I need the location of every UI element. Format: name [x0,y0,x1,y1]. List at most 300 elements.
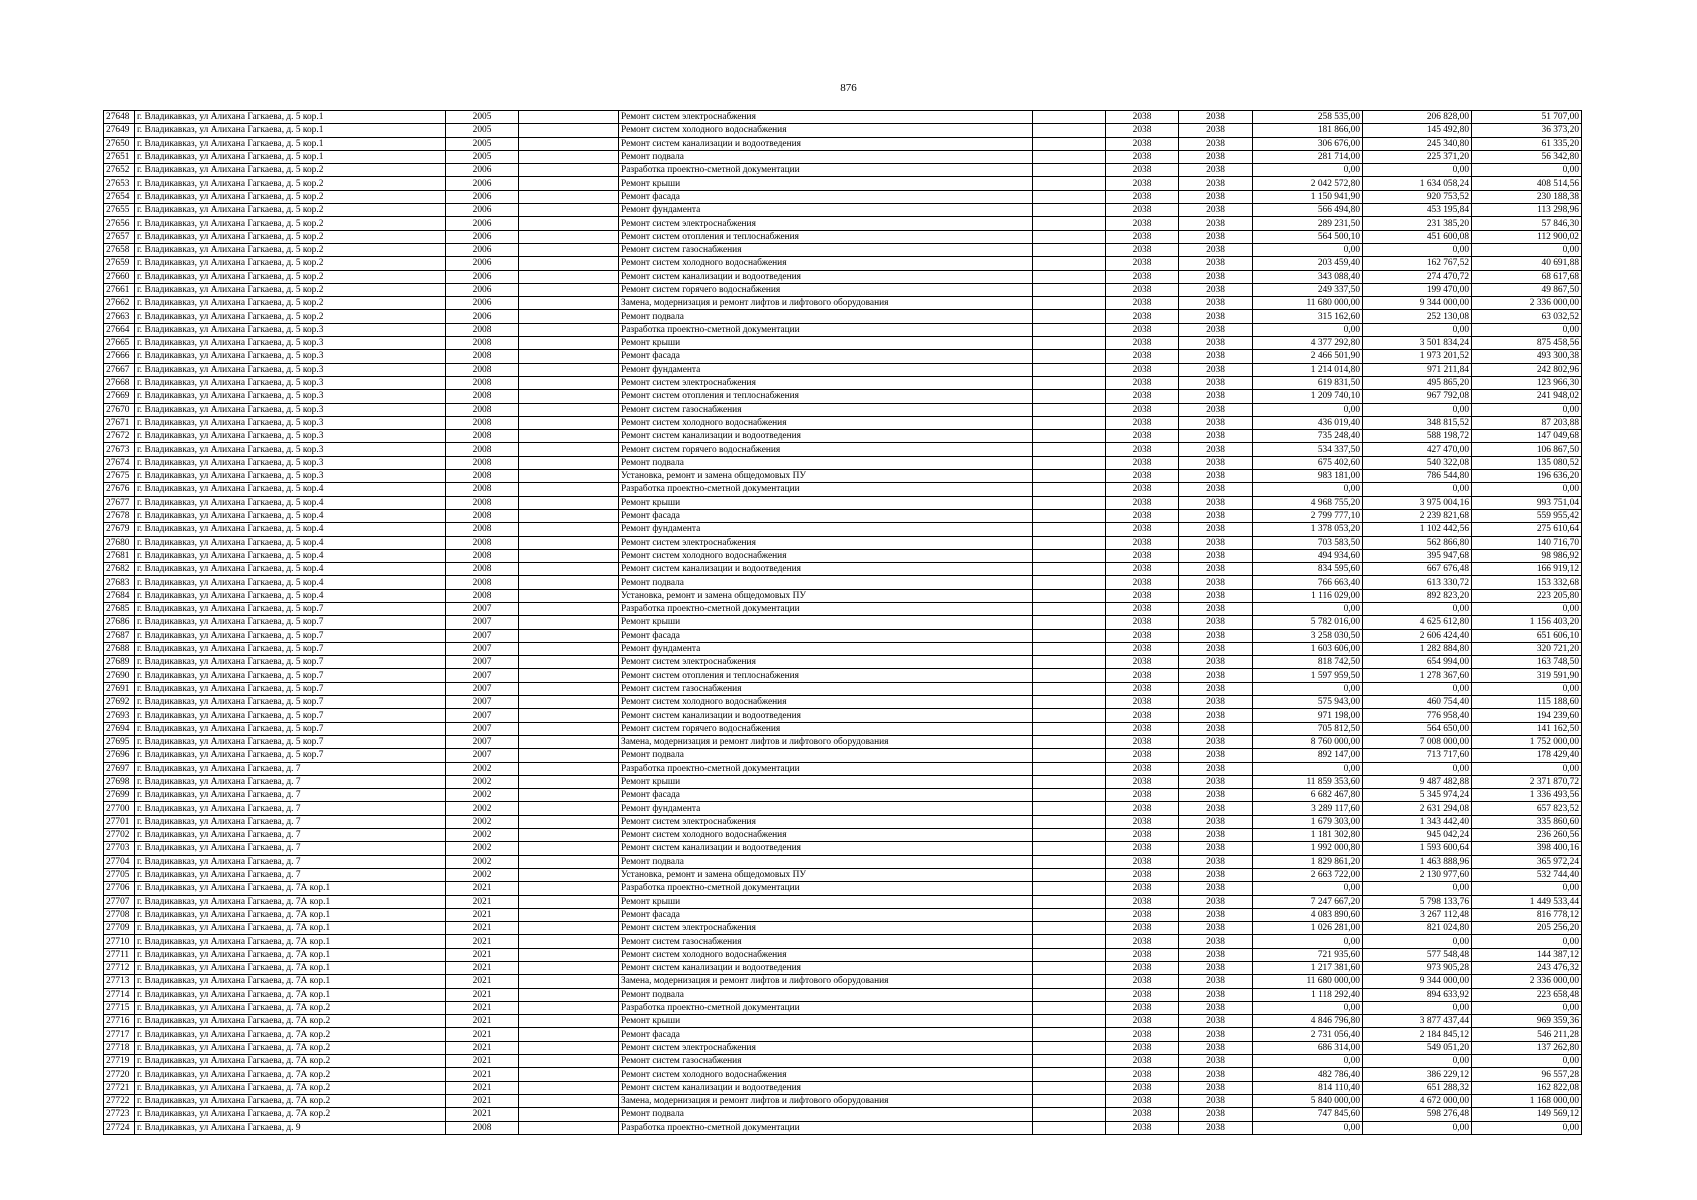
total-cost-cell: 1 829 861,20 [1253,855,1363,868]
plan-year-end-cell: 2038 [1179,243,1253,256]
plan-year-end-cell: 2038 [1179,363,1253,376]
owner-cost-cell: 1 752 000,00 [1472,735,1582,748]
plan-year-start-cell: 2038 [1106,948,1179,961]
plan-year-end-cell: 2038 [1179,988,1253,1001]
build-year-cell: 2008 [446,483,519,496]
table-row [104,895,1582,908]
empty-cell [1033,682,1106,695]
work-type-cell: Разработка проектно-сметной документации [619,483,1033,496]
plan-year-end-cell: 2038 [1179,616,1253,629]
owner-cost-cell: 153 332,68 [1472,576,1582,589]
total-cost-cell: 8 760 000,00 [1253,735,1363,748]
row-number: 27679 [104,523,135,536]
plan-year-end-cell: 2038 [1179,150,1253,163]
empty-cell [1033,523,1106,536]
plan-year-start-cell: 2038 [1106,908,1179,921]
total-cost-cell: 0,00 [1253,935,1363,948]
work-type-cell: Ремонт крыши [619,496,1033,509]
fund-cost-cell: 0,00 [1363,1121,1472,1134]
owner-cost-cell: 0,00 [1472,602,1582,615]
address-cell: г. Владикавказ, ул Алихана Гагкаева, д. 5 кор.2 [135,270,446,283]
empty-cell [1033,416,1106,429]
empty-cell [519,496,619,509]
address-cell: г. Владикавказ, ул Алихана Гагкаева, д. 7 [135,855,446,868]
work-type-cell: Ремонт подвала [619,576,1033,589]
plan-year-start-cell: 2038 [1106,1041,1179,1054]
plan-year-end-cell: 2038 [1179,882,1253,895]
total-cost-cell: 814 110,40 [1253,1081,1363,1094]
owner-cost-cell: 657 823,52 [1472,802,1582,815]
owner-cost-cell: 365 972,24 [1472,855,1582,868]
work-type-cell: Ремонт систем газоснабжения [619,682,1033,695]
address-cell: г. Владикавказ, ул Алихана Гагкаева, д. 7А кор.1 [135,948,446,961]
empty-cell [519,988,619,1001]
total-cost-cell: 2 799 777,10 [1253,509,1363,522]
total-cost-cell: 1 679 303,00 [1253,815,1363,828]
build-year-cell: 2006 [446,177,519,190]
work-type-cell: Ремонт систем холодного водоснабжения [619,257,1033,270]
empty-cell [519,536,619,549]
fund-cost-cell: 395 947,68 [1363,549,1472,562]
empty-cell [1033,177,1106,190]
build-year-cell: 2008 [446,390,519,403]
build-year-cell: 2007 [446,669,519,682]
address-cell: г. Владикавказ, ул Алихана Гагкаева, д. 7А кор.1 [135,882,446,895]
empty-cell [1033,1068,1106,1081]
table-row [104,922,1582,935]
build-year-cell: 2008 [446,496,519,509]
plan-year-end-cell: 2038 [1179,310,1253,323]
plan-year-end-cell: 2038 [1179,137,1253,150]
build-year-cell: 2008 [446,523,519,536]
empty-cell [1033,376,1106,389]
plan-year-end-cell: 2038 [1179,257,1253,270]
total-cost-cell: 675 402,60 [1253,456,1363,469]
empty-cell [519,749,619,762]
fund-cost-cell: 225 371,20 [1363,150,1472,163]
work-type-cell: Разработка проектно-сметной документации [619,164,1033,177]
plan-year-start-cell: 2038 [1106,456,1179,469]
owner-cost-cell: 1 168 000,00 [1472,1094,1582,1107]
owner-cost-cell: 196 636,20 [1472,470,1582,483]
table-row [104,483,1582,496]
address-cell: г. Владикавказ, ул Алихана Гагкаева, д. 5 кор.3 [135,403,446,416]
build-year-cell: 2005 [446,137,519,150]
table-row [104,948,1582,961]
work-type-cell: Ремонт подвала [619,988,1033,1001]
plan-year-end-cell: 2038 [1179,1094,1253,1107]
total-cost-cell: 0,00 [1253,403,1363,416]
work-type-cell: Замена, модернизация и ремонт лифтов и лифтового оборудования [619,1094,1033,1107]
total-cost-cell: 436 019,40 [1253,416,1363,429]
plan-year-start-cell: 2038 [1106,656,1179,669]
work-type-cell: Ремонт систем электроснабжения [619,656,1033,669]
row-number: 27662 [104,297,135,310]
row-number: 27700 [104,802,135,815]
empty-cell [519,908,619,921]
total-cost-cell: 4 377 292,80 [1253,337,1363,350]
empty-cell [1033,722,1106,735]
plan-year-start-cell: 2038 [1106,1108,1179,1121]
address-cell: г. Владикавказ, ул Алихана Гагкаева, д. 5 кор.3 [135,376,446,389]
empty-cell [1033,735,1106,748]
empty-cell [1033,855,1106,868]
address-cell: г. Владикавказ, ул Алихана Гагкаева, д. 5 кор.2 [135,177,446,190]
owner-cost-cell: 166 919,12 [1472,563,1582,576]
plan-year-start-cell: 2038 [1106,363,1179,376]
total-cost-cell: 1 118 292,40 [1253,988,1363,1001]
address-cell: г. Владикавказ, ул Алихана Гагкаева, д. 5 кор.7 [135,629,446,642]
fund-cost-cell: 577 548,48 [1363,948,1472,961]
row-number: 27691 [104,682,135,695]
empty-cell [1033,1121,1106,1134]
plan-year-start-cell: 2038 [1106,842,1179,855]
fund-cost-cell: 145 492,80 [1363,124,1472,137]
fund-cost-cell: 0,00 [1363,882,1472,895]
empty-cell [519,935,619,948]
empty-cell [1033,257,1106,270]
fund-cost-cell: 453 195,84 [1363,204,1472,217]
owner-cost-cell: 236 260,56 [1472,829,1582,842]
plan-year-end-cell: 2038 [1179,350,1253,363]
plan-year-start-cell: 2038 [1106,430,1179,443]
row-number: 27680 [104,536,135,549]
plan-year-start-cell: 2038 [1106,323,1179,336]
plan-year-end-cell: 2038 [1179,868,1253,881]
plan-year-start-cell: 2038 [1106,1055,1179,1068]
work-type-cell: Ремонт крыши [619,177,1033,190]
fund-cost-cell: 967 792,08 [1363,390,1472,403]
work-type-cell: Ремонт систем горячего водоснабжения [619,443,1033,456]
build-year-cell: 2006 [446,270,519,283]
owner-cost-cell: 163 748,50 [1472,656,1582,669]
empty-cell [519,696,619,709]
row-number: 27682 [104,563,135,576]
build-year-cell: 2008 [446,323,519,336]
row-number: 27720 [104,1068,135,1081]
owner-cost-cell: 319 591,90 [1472,669,1582,682]
owner-cost-cell: 559 955,42 [1472,509,1582,522]
empty-cell [1033,430,1106,443]
work-type-cell: Ремонт систем электроснабжения [619,1041,1033,1054]
empty-cell [1033,616,1106,629]
fund-cost-cell: 0,00 [1363,682,1472,695]
fund-cost-cell: 973 905,28 [1363,962,1472,975]
plan-year-start-cell: 2038 [1106,416,1179,429]
empty-cell [519,390,619,403]
plan-year-end-cell: 2038 [1179,204,1253,217]
plan-year-end-cell: 2038 [1179,523,1253,536]
build-year-cell: 2021 [446,1081,519,1094]
owner-cost-cell: 875 458,56 [1472,337,1582,350]
table-row [104,563,1582,576]
build-year-cell: 2006 [446,310,519,323]
total-cost-cell: 818 742,50 [1253,656,1363,669]
address-cell: г. Владикавказ, ул Алихана Гагкаева, д. 5 кор.7 [135,696,446,709]
table-row [104,1068,1582,1081]
empty-cell [519,523,619,536]
empty-cell [519,1015,619,1028]
row-number: 27656 [104,217,135,230]
row-number: 27686 [104,616,135,629]
empty-cell [519,1094,619,1107]
build-year-cell: 2021 [446,948,519,961]
work-type-cell: Ремонт систем холодного водоснабжения [619,948,1033,961]
table-row [104,576,1582,589]
plan-year-end-cell: 2038 [1179,1041,1253,1054]
table-row [104,257,1582,270]
address-cell: г. Владикавказ, ул Алихана Гагкаева, д. 5 кор.7 [135,616,446,629]
total-cost-cell: 575 943,00 [1253,696,1363,709]
fund-cost-cell: 1 282 884,80 [1363,642,1472,655]
table-row [104,111,1582,124]
row-number: 27705 [104,868,135,881]
plan-year-start-cell: 2038 [1106,789,1179,802]
table-row [104,549,1582,562]
row-number: 27670 [104,403,135,416]
fund-cost-cell: 348 815,52 [1363,416,1472,429]
fund-cost-cell: 2 631 294,08 [1363,802,1472,815]
address-cell: г. Владикавказ, ул Алихана Гагкаева, д. 5 кор.2 [135,310,446,323]
plan-year-end-cell: 2038 [1179,217,1253,230]
empty-cell [519,363,619,376]
empty-cell [1033,629,1106,642]
table-row [104,696,1582,709]
empty-cell [519,483,619,496]
table-row [104,416,1582,429]
owner-cost-cell: 0,00 [1472,323,1582,336]
fund-cost-cell: 451 600,08 [1363,230,1472,243]
owner-cost-cell: 135 080,52 [1472,456,1582,469]
total-cost-cell: 0,00 [1253,164,1363,177]
row-number: 27716 [104,1015,135,1028]
build-year-cell: 2021 [446,922,519,935]
plan-year-start-cell: 2038 [1106,1001,1179,1014]
empty-cell [519,975,619,988]
work-type-cell: Ремонт систем канализации и водоотведения [619,962,1033,975]
empty-cell [1033,895,1106,908]
work-type-cell: Ремонт систем канализации и водоотведения [619,1081,1033,1094]
plan-year-end-cell: 2038 [1179,975,1253,988]
table-row [104,602,1582,615]
empty-cell [1033,935,1106,948]
work-type-cell: Ремонт систем канализации и водоотведения [619,842,1033,855]
owner-cost-cell: 115 188,60 [1472,696,1582,709]
plan-year-end-cell: 2038 [1179,283,1253,296]
build-year-cell: 2021 [446,895,519,908]
empty-cell [519,204,619,217]
owner-cost-cell: 147 049,68 [1472,430,1582,443]
work-type-cell: Ремонт систем холодного водоснабжения [619,696,1033,709]
address-cell: г. Владикавказ, ул Алихана Гагкаева, д. 7А кор.1 [135,988,446,1001]
build-year-cell: 2008 [446,456,519,469]
plan-year-end-cell: 2038 [1179,629,1253,642]
address-cell: г. Владикавказ, ул Алихана Гагкаева, д. 7А кор.2 [135,1041,446,1054]
owner-cost-cell: 205 256,20 [1472,922,1582,935]
empty-cell [519,111,619,124]
owner-cost-cell: 0,00 [1472,403,1582,416]
table-row [104,829,1582,842]
empty-cell [519,1041,619,1054]
work-type-cell: Ремонт фундамента [619,363,1033,376]
build-year-cell: 2006 [446,217,519,230]
owner-cost-cell: 0,00 [1472,882,1582,895]
address-cell: г. Владикавказ, ул Алихана Гагкаева, д. 5 кор.7 [135,602,446,615]
total-cost-cell: 1 597 959,50 [1253,669,1363,682]
plan-year-end-cell: 2038 [1179,483,1253,496]
table-row [104,1094,1582,1107]
row-number: 27707 [104,895,135,908]
fund-cost-cell: 613 330,72 [1363,576,1472,589]
empty-cell [519,350,619,363]
build-year-cell: 2002 [446,789,519,802]
total-cost-cell: 0,00 [1253,602,1363,615]
plan-year-start-cell: 2038 [1106,257,1179,270]
build-year-cell: 2007 [446,722,519,735]
empty-cell [519,376,619,389]
plan-year-end-cell: 2038 [1179,829,1253,842]
empty-cell [1033,868,1106,881]
table-row [104,190,1582,203]
empty-cell [1033,842,1106,855]
empty-cell [1033,1055,1106,1068]
total-cost-cell: 766 663,40 [1253,576,1363,589]
table-row [104,988,1582,1001]
build-year-cell: 2008 [446,563,519,576]
empty-cell [519,882,619,895]
empty-cell [519,709,619,722]
table-row [104,908,1582,921]
empty-cell [519,815,619,828]
fund-cost-cell: 1 343 442,40 [1363,815,1472,828]
build-year-cell: 2005 [446,150,519,163]
empty-cell [519,124,619,137]
address-cell: г. Владикавказ, ул Алихана Гагкаева, д. 5 кор.4 [135,589,446,602]
table-row [104,935,1582,948]
empty-cell [519,190,619,203]
owner-cost-cell: 113 298,96 [1472,204,1582,217]
fund-cost-cell: 1 278 367,60 [1363,669,1472,682]
plan-year-end-cell: 2038 [1179,549,1253,562]
empty-cell [1033,270,1106,283]
empty-cell [1033,310,1106,323]
build-year-cell: 2007 [446,749,519,762]
table-row [104,842,1582,855]
build-year-cell: 2008 [446,576,519,589]
table-row [104,270,1582,283]
table-row [104,1015,1582,1028]
plan-year-end-cell: 2038 [1179,922,1253,935]
row-number: 27660 [104,270,135,283]
work-type-cell: Установка, ремонт и замена общедомовых ПУ [619,589,1033,602]
plan-year-start-cell: 2038 [1106,762,1179,775]
work-type-cell: Ремонт фасада [619,629,1033,642]
owner-cost-cell: 56 342,80 [1472,150,1582,163]
row-number: 27673 [104,443,135,456]
plan-year-start-cell: 2038 [1106,150,1179,163]
address-cell: г. Владикавказ, ул Алихана Гагкаева, д. 7 [135,802,446,815]
row-number: 27651 [104,150,135,163]
address-cell: г. Владикавказ, ул Алихана Гагкаева, д. 5 кор.3 [135,323,446,336]
empty-cell [1033,217,1106,230]
table-row [104,124,1582,137]
empty-cell [519,722,619,735]
plan-year-start-cell: 2038 [1106,988,1179,1001]
work-type-cell: Замена, модернизация и ремонт лифтов и лифтового оборудования [619,735,1033,748]
plan-year-start-cell: 2038 [1106,509,1179,522]
empty-cell [519,270,619,283]
empty-cell [1033,204,1106,217]
table-row [104,1041,1582,1054]
empty-cell [1033,709,1106,722]
fund-cost-cell: 588 198,72 [1363,430,1472,443]
table-row [104,470,1582,483]
fund-cost-cell: 3 267 112,48 [1363,908,1472,921]
empty-cell [1033,762,1106,775]
table-row [104,390,1582,403]
owner-cost-cell: 149 569,12 [1472,1108,1582,1121]
empty-cell [1033,350,1106,363]
total-cost-cell: 0,00 [1253,483,1363,496]
build-year-cell: 2007 [446,656,519,669]
empty-cell [1033,297,1106,310]
owner-cost-cell: 2 371 870,72 [1472,775,1582,788]
plan-year-start-cell: 2038 [1106,682,1179,695]
plan-year-end-cell: 2038 [1179,642,1253,655]
empty-cell [519,243,619,256]
total-cost-cell: 6 682 467,80 [1253,789,1363,802]
total-cost-cell: 0,00 [1253,762,1363,775]
owner-cost-cell: 243 476,32 [1472,962,1582,975]
plan-year-end-cell: 2038 [1179,390,1253,403]
table-row [104,669,1582,682]
table-row [104,722,1582,735]
row-number: 27695 [104,735,135,748]
empty-cell [1033,1081,1106,1094]
table-row [104,217,1582,230]
plan-year-start-cell: 2038 [1106,270,1179,283]
row-number: 27655 [104,204,135,217]
empty-cell [1033,496,1106,509]
work-type-cell: Ремонт систем канализации и водоотведения [619,709,1033,722]
owner-cost-cell: 57 846,30 [1472,217,1582,230]
row-number: 27683 [104,576,135,589]
owner-cost-cell: 63 032,52 [1472,310,1582,323]
address-cell: г. Владикавказ, ул Алихана Гагкаева, д. 5 кор.7 [135,656,446,669]
empty-cell [519,403,619,416]
total-cost-cell: 1 603 606,00 [1253,642,1363,655]
empty-cell [519,509,619,522]
fund-cost-cell: 786 544,80 [1363,470,1472,483]
table-row [104,962,1582,975]
table-row [104,1001,1582,1014]
build-year-cell: 2021 [446,935,519,948]
table-row [104,283,1582,296]
plan-year-end-cell: 2038 [1179,669,1253,682]
build-year-cell: 2002 [446,829,519,842]
row-number: 27667 [104,363,135,376]
fund-cost-cell: 2 184 845,12 [1363,1028,1472,1041]
fund-cost-cell: 7 008 000,00 [1363,735,1472,748]
work-type-cell: Ремонт систем отопления и теплоснабжения [619,230,1033,243]
plan-year-start-cell: 2038 [1106,1028,1179,1041]
total-cost-cell: 315 162,60 [1253,310,1363,323]
row-number: 27653 [104,177,135,190]
fund-cost-cell: 245 340,80 [1363,137,1472,150]
address-cell: г. Владикавказ, ул Алихана Гагкаева, д. 5 кор.3 [135,430,446,443]
owner-cost-cell: 0,00 [1472,682,1582,695]
plan-year-end-cell: 2038 [1179,908,1253,921]
